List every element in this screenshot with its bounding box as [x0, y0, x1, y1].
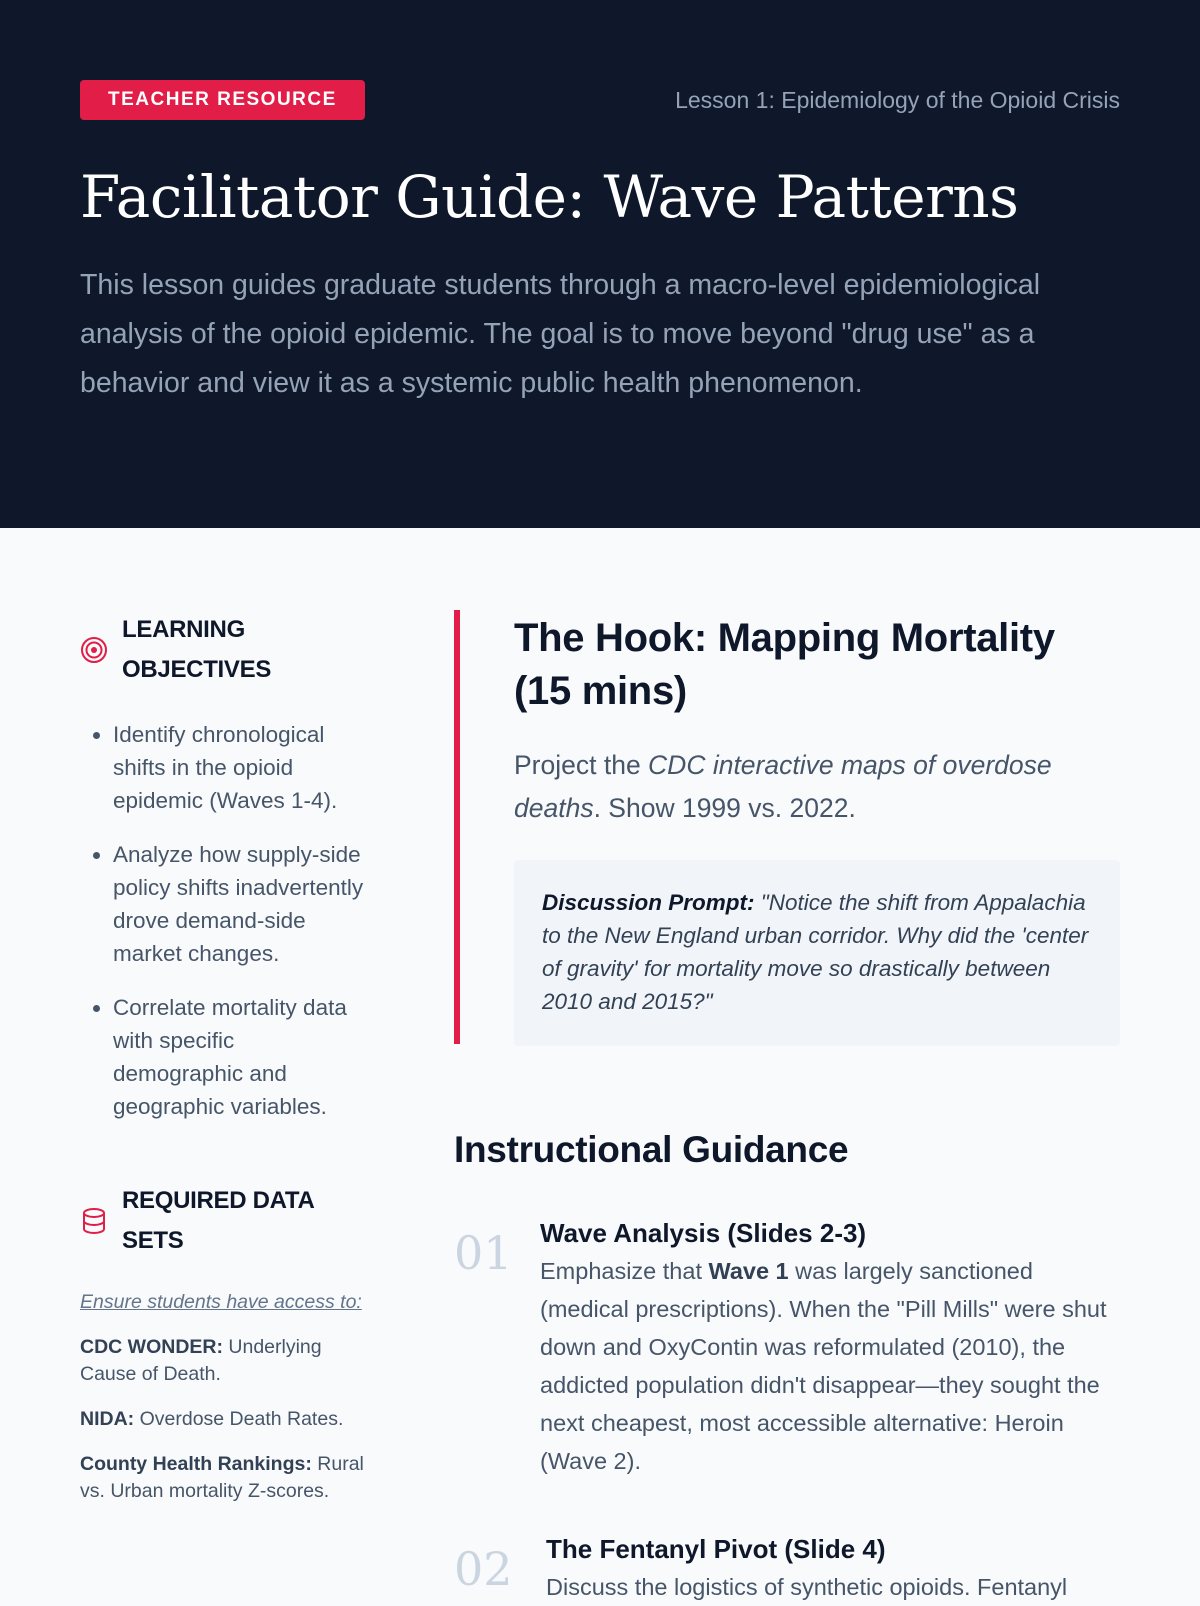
objectives-list — [80, 718, 370, 1123]
hook-text-emphasis: CDC interactive maps of overdose deaths — [514, 750, 1052, 823]
step-number: 02 — [454, 1542, 513, 1596]
step-number: 01 — [454, 1226, 513, 1280]
prompt-label: Discussion Prompt: — [542, 890, 755, 915]
guidance-step — [454, 1216, 1120, 1480]
target-icon — [80, 636, 108, 664]
dataset-item — [80, 1334, 370, 1388]
objective-item: • Correlate mortality data with specific demographic and geographic variables. — [113, 991, 370, 1123]
discussion-prompt — [514, 860, 1120, 1046]
dataset-name: CDC WONDER: — [80, 1336, 223, 1358]
guidance-step — [454, 1532, 1120, 1606]
accent-bar — [454, 610, 460, 1044]
step-body — [546, 1532, 1067, 1606]
step-title: Wave Analysis (Slides 2-3) — [540, 1218, 867, 1248]
main-content — [454, 610, 1120, 1606]
teacher-resource-badge: TEACHER RESOURCE — [80, 80, 365, 120]
guidance-title: Instructional Guidance — [454, 1129, 849, 1170]
dataset-name: NIDA: — [80, 1408, 135, 1430]
dataset-name: County Health Rankings: — [80, 1453, 312, 1475]
objectives-heading — [80, 610, 370, 690]
page-title: Facilitator Guide: Wave Patterns — [80, 163, 1019, 231]
lesson-intro: This lesson guides graduate students through a macro-level epidemiological analysis of the opioid epidemic. The goal is to move beyond "drug use" as a behavior and view it as a systemic public health phenomenon. — [80, 268, 1041, 399]
hero-meta-row — [80, 80, 1120, 120]
hook-title: The Hook: Mapping Mortality (15 mins) — [514, 616, 1055, 713]
objective-item: • Analyze how supply-side policy shifts inadvertently drove demand-side market changes. — [113, 838, 370, 970]
step-body — [540, 1216, 1120, 1480]
step-text-lead: Emphasize that — [540, 1258, 709, 1284]
hook-text — [514, 744, 1120, 830]
datasets-heading — [80, 1181, 370, 1261]
step-text: Discuss the logistics of synthetic opioids. Fentanyl — [546, 1574, 1068, 1600]
dataset-desc: Underlying Cause of Death. — [80, 1336, 322, 1385]
dataset-desc: Overdose Death Rates. — [134, 1408, 344, 1430]
dataset-desc: Rural vs. Urban mortality Z-scores. — [80, 1453, 364, 1502]
hero-header — [0, 0, 1200, 528]
lesson-label: Lesson 1: Epidemiology of the Opioid Crisis — [675, 86, 1120, 113]
prompt-text: "Notice the shift from Appalachia to the New England urban corridor. Why did the 'center of gravity' for mortality move so drastically between 2010 and 2015?" — [542, 890, 1089, 1014]
step-text-tail: was largely sanctioned (medical prescriptions). When the "Pill Mills" were shut down and OxyContin was reformulated (2010), the addicted population didn't disappear—they sought the next cheapest, most accessible alternative: Heroin (Wave 2). — [540, 1258, 1107, 1474]
database-icon — [80, 1207, 108, 1235]
dataset-item — [80, 1406, 370, 1433]
step-title: The Fentanyl Pivot (Slide 4) — [546, 1534, 886, 1564]
objective-item: • Identify chronological shifts in the opioid epidemic (Waves 1-4). — [113, 718, 370, 817]
datasets-title: REQUIRED DATA SETS — [122, 1187, 314, 1254]
dataset-item — [80, 1451, 370, 1505]
datasets-note: Ensure students have access to: — [80, 1291, 362, 1313]
step-text — [540, 1252, 1120, 1480]
hook-text-lead: Project the — [514, 750, 649, 780]
sidebar — [80, 610, 370, 1505]
step-text-bold: Wave 1 — [708, 1258, 789, 1284]
hook-text-tail: . Show 1999 vs. 2022. — [593, 793, 856, 823]
objectives-title: LEARNING OBJECTIVES — [122, 616, 272, 683]
hook-section — [454, 610, 1120, 1046]
